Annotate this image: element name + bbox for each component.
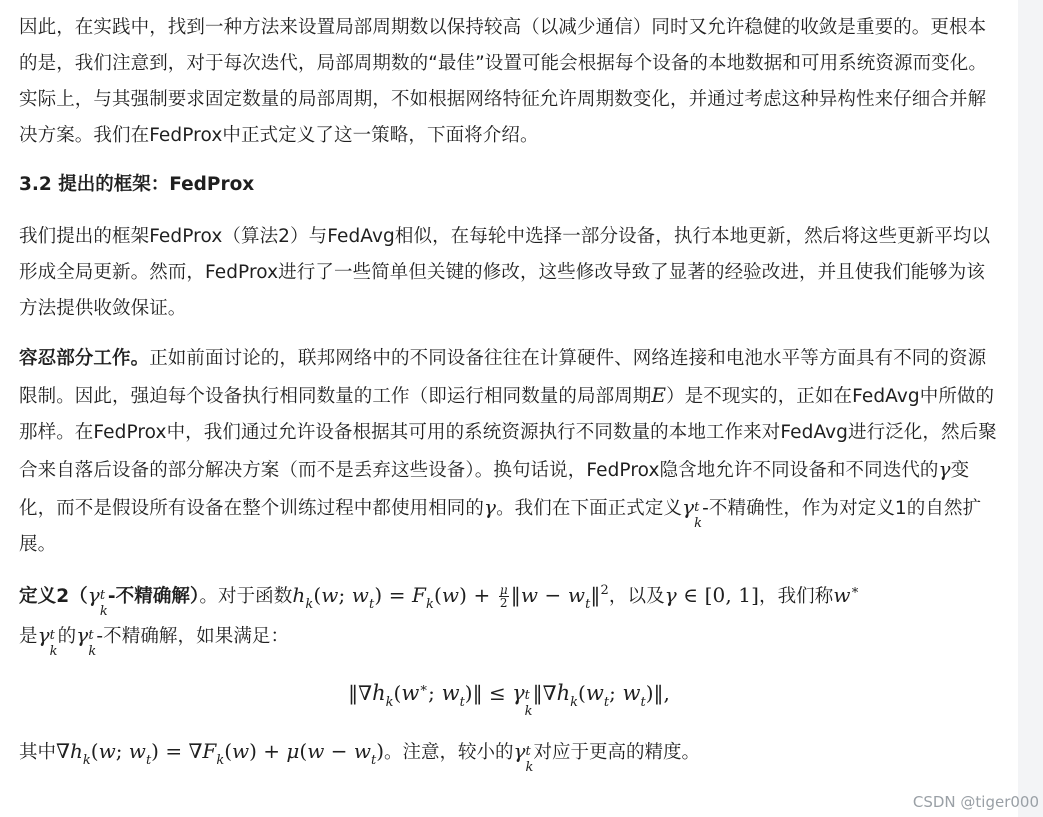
- partial-work-title: 容忍部分工作。: [19, 348, 150, 369]
- partial-work-text-a: 正如前面讨论的，联邦网络中的不同设备往往在计算硬件、网络连接和电池水平等方面具有不同的资源限制。因此，强迫每个设备执行相同数量的工作（即运行相同数量的局部周期: [19, 348, 987, 407]
- section-heading: 3.2 提出的框架：FedProx: [19, 174, 255, 195]
- display-equation: $‖\nabla h_k(w^∗$; $w_t)‖ \le \gamma$ t k $‖\nabla h_k(w_t$; $w_t)‖$,: [348, 681, 670, 719]
- gradient-text-b: 。注意，较小的: [384, 742, 514, 763]
- math-gamma-1: γ: [938, 457, 951, 481]
- math-gamma-range: γ ∈ [0, 1]: [664, 583, 759, 607]
- scrollbar-track[interactable]: [1018, 0, 1043, 817]
- definition-text-a: 。对于函数: [199, 586, 293, 607]
- definition-text-f: -不精确解，如果满足：: [96, 626, 290, 647]
- math-h-function: $h_k(w$; $w_t) = F_k(w)$ + $\frac{\mu}{2}$ ‖w − $w_t‖^2$: [292, 583, 609, 612]
- paragraph-partial-work: [19, 341, 999, 563]
- math-w-star: w∗: [833, 583, 860, 607]
- math-gamma-k-t-2: γ t k: [37, 623, 58, 659]
- partial-work-text-d: 。我们在下面正式定义: [496, 498, 683, 519]
- csdn-watermark: CSDN @tiger000: [912, 793, 1039, 811]
- definition-text-d: 是: [19, 626, 38, 647]
- definition-text-c: ，我们称: [758, 586, 834, 607]
- definition-text-e: 的: [57, 626, 77, 647]
- partial-work-text-c: 变化，而不是假设所有设备在整个训练过程中都使用相同的: [19, 460, 970, 519]
- article-content: [19, 10, 999, 773]
- math-gamma-k-t-def: γ t k: [87, 583, 108, 619]
- math-gamma-2: γ: [484, 495, 497, 519]
- gradient-text-a: 其中: [19, 742, 57, 763]
- math-gamma-k-t-3: γ t k: [76, 623, 97, 659]
- paragraph-gradient-note: [19, 733, 999, 773]
- paragraph-framework: 我们提出的框架FedProx（算法2）与FedAvg相似，在每轮中选择一部分设备，执行本地更新，然后将这些更新平均以形成全局更新。然而，FedProx进行了一些简单但关键的修改，这些修改导致了显著的经验改进，并且使我们能够为该方法提供收敛保证。: [19, 226, 991, 319]
- partial-work-text-b: ）是不现实的，正如在FedAvg中所做的那样。在FedProx中，我们通过允许设备根据其可用的系统资源执行不同数量的本地工作来对FedAvg进行泛化，然后聚合来自落后设备的部分解决方案（而不是丢弃这些设备）。换句话说，FedProx隐含地允许不同设备和不同迭代的: [19, 386, 997, 481]
- definition-text-b: ，以及: [608, 586, 665, 607]
- math-E: E: [651, 383, 667, 407]
- definition-title-a: 定义2（: [19, 586, 88, 607]
- paragraph-definition: [19, 577, 999, 659]
- gradient-text-c: 对应于更高的精度。: [533, 742, 700, 763]
- paragraph-intro: 因此，在实践中，找到一种方法来设置局部周期数以保持较高（以减少通信）同时又允许稳健的收敛是重要的。更根本的是，我们注意到，对于每次迭代，局部周期数的“最佳”设置可能会根据每个设备的本地数据和可用系统资源而变化。实际上，与其强制要求固定数量的局部周期，不如根据网络特征允许周期数变化，并通过考虑这种异构性来仔细合并解决方案。我们在FedProx中正式定义了这一策略，下面将介绍。: [19, 17, 987, 146]
- math-gamma-k-t-4: γ t k: [513, 739, 534, 775]
- definition-title-b: -不精确解）: [107, 586, 200, 607]
- partial-work-text-e: -不精确性，作为对定义1的自然扩展。: [19, 498, 982, 555]
- math-gradient-h: $\nabla h_k(w$; $w_t) = \nabla F_k(w) + \mu(w - w_t)$: [56, 739, 385, 768]
- math-gamma-k-t-1: γ t k: [682, 495, 703, 531]
